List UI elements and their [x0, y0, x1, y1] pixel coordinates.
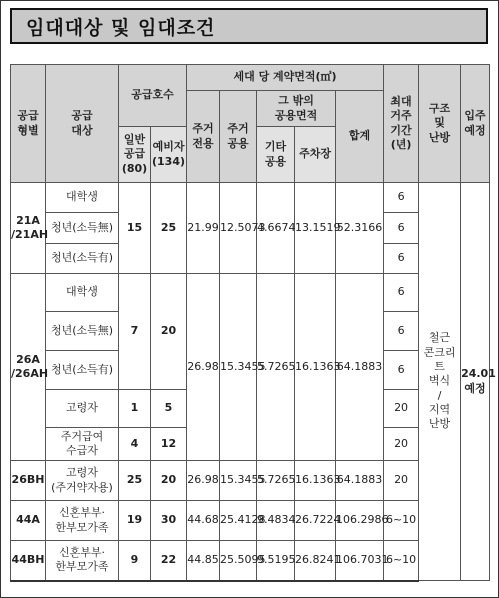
other-common-cell: 5.7265 — [257, 461, 295, 501]
header-exclusive: 주거 전용 — [187, 91, 220, 183]
header-reserve: 예비자 (134) — [151, 127, 187, 183]
reserve-cell: 25 — [151, 183, 187, 274]
type-21a: 21A /21AH — [11, 183, 46, 274]
exclusive-cell: 21.99 — [187, 183, 220, 274]
target-cell: 신혼부부· 한부모가족 — [46, 501, 119, 541]
reserve-cell: 22 — [151, 541, 187, 581]
years-cell: 6 — [384, 213, 419, 244]
rental-conditions-table — [10, 64, 496, 582]
years-cell: 6~10 — [384, 541, 419, 581]
target-cell: 주거급여 수급자 — [46, 428, 119, 461]
reserve-cell: 30 — [151, 501, 187, 541]
total-cell: 64.1883 — [336, 274, 384, 461]
parking-cell: 26.8241 — [295, 541, 336, 581]
move-in-cell: 24.01 예정 — [461, 183, 490, 581]
target-cell: 청년(소득無) — [46, 213, 119, 244]
general-cell: 9 — [119, 541, 151, 581]
header-total: 합계 — [336, 91, 384, 183]
section-title-bar — [10, 8, 488, 44]
reserve-cell: 20 — [151, 461, 187, 501]
years-cell: 6 — [384, 312, 419, 351]
reserve-cell: 12 — [151, 428, 187, 461]
header-general: 일반 공급 (80) — [119, 127, 151, 183]
total-cell: 52.3166 — [336, 183, 384, 274]
general-cell: 25 — [119, 461, 151, 501]
target-cell: 대학생 — [46, 274, 119, 312]
total-cell: 64.1883 — [336, 461, 384, 501]
header-max-residence: 최대 거주 기간 (년) — [384, 65, 419, 183]
years-cell: 6 — [384, 183, 419, 213]
section-title: 임대대상 및 임대조건 — [26, 16, 216, 39]
header-supply-target: 공급 대상 — [46, 65, 119, 183]
header-other-common-area: 그 밖의 공용면적 — [257, 91, 336, 127]
target-cell: 고령자 (주거약자용) — [46, 461, 119, 501]
common-cell: 15.3455 — [220, 274, 257, 461]
reserve-cell: 20 — [151, 274, 187, 390]
parking-cell: 16.1363 — [295, 274, 336, 461]
common-cell: 15.3455 — [220, 461, 257, 501]
common-cell: 12.5073 — [220, 183, 257, 274]
parking-cell: 13.1519 — [295, 183, 336, 274]
common-cell: 25.5095 — [220, 541, 257, 581]
years-cell: 6 — [384, 274, 419, 312]
header-other-common: 기타 공용 — [257, 127, 295, 183]
type-26bh: 26BH — [11, 461, 46, 501]
years-cell: 6~10 — [384, 501, 419, 541]
general-cell: 1 — [119, 390, 151, 428]
header-supply-type: 공급 형별 — [11, 65, 46, 183]
type-44bh: 44BH — [11, 541, 46, 581]
general-cell: 15 — [119, 183, 151, 274]
other-common-cell: 9.4834 — [257, 501, 295, 541]
header-contract-area: 세대 당 계약면적(㎡) — [187, 65, 384, 91]
years-cell: 6 — [384, 351, 419, 390]
header-parking: 주차장 — [295, 127, 336, 183]
general-cell: 19 — [119, 501, 151, 541]
target-cell: 청년(소득有) — [46, 244, 119, 274]
total-cell: 106.7031 — [336, 541, 384, 581]
reserve-cell: 5 — [151, 390, 187, 428]
header-supply-units: 공급호수 — [119, 65, 187, 127]
parking-cell: 26.7224 — [295, 501, 336, 541]
target-cell: 신혼부부· 한부모가족 — [46, 541, 119, 581]
total-cell: 106.2986 — [336, 501, 384, 541]
exclusive-cell: 44.85 — [187, 541, 220, 581]
header-structure: 구조 및 난방 — [419, 65, 461, 183]
parking-cell: 16.1363 — [295, 461, 336, 501]
other-common-cell: 5.7265 — [257, 274, 295, 461]
header-common: 주거 공용 — [220, 91, 257, 183]
years-cell: 6 — [384, 244, 419, 274]
type-44a: 44A — [11, 501, 46, 541]
other-common-cell: 9.5195 — [257, 541, 295, 581]
other-common-cell: 4.6674 — [257, 183, 295, 274]
exclusive-cell: 26.98 — [187, 461, 220, 501]
years-cell: 20 — [384, 461, 419, 501]
target-cell: 고령자 — [46, 390, 119, 428]
exclusive-cell: 26.98 — [187, 274, 220, 461]
header-move-in: 입주 예정 — [461, 65, 490, 183]
structure-cell: 철근 콘크리트 벽식 / 지역 난방 — [419, 183, 461, 581]
general-cell: 7 — [119, 274, 151, 390]
type-26a: 26A /26AH — [11, 274, 46, 461]
target-cell: 청년(소득無) — [46, 312, 119, 351]
exclusive-cell: 44.68 — [187, 501, 220, 541]
general-cell: 4 — [119, 428, 151, 461]
target-cell: 대학생 — [46, 183, 119, 213]
years-cell: 20 — [384, 428, 419, 461]
target-cell: 청년(소득有) — [46, 351, 119, 390]
years-cell: 20 — [384, 390, 419, 428]
common-cell: 25.4128 — [220, 501, 257, 541]
